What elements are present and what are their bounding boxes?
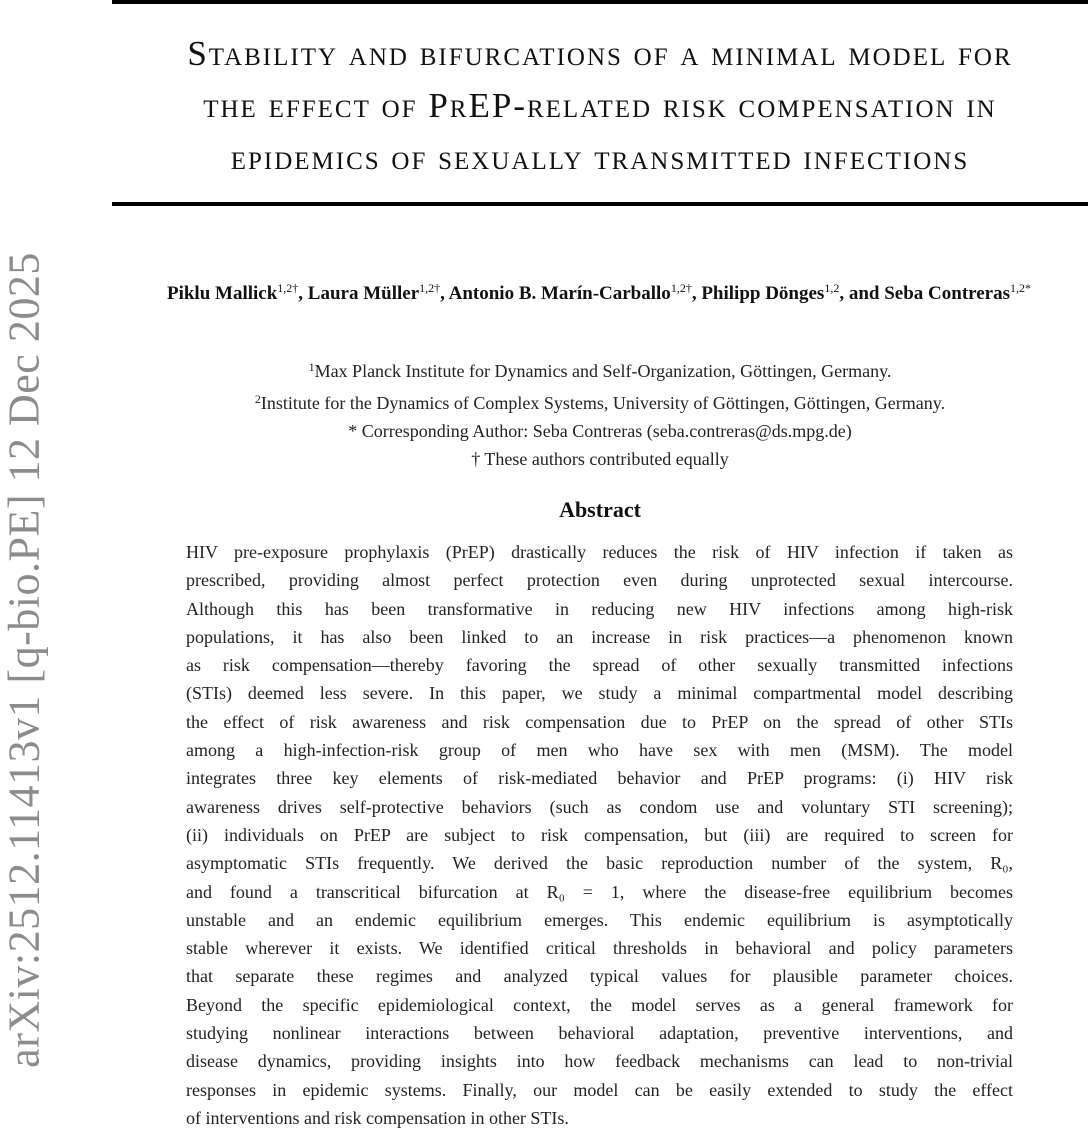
abstract-line: integrates three key elements of risk-mediated behavior and PrEP programs: (i) HIV risk <box>186 768 1013 789</box>
abstract-line: Although this has been transformative in reducing new HIV infections among high-risk <box>186 598 1013 619</box>
abstract-line: prescribed, providing almost perfect protection even during unprotected sexual intercourse. <box>186 570 1013 591</box>
affiliation-text: Max Planck Institute for Dynamics and Self-Organization, Göttingen, Germany. <box>314 361 892 381</box>
abstract-line: studying nonlinear interactions between behavioral adaptation, preventive interventions, and <box>186 1023 1013 1044</box>
corresponding-author: * Corresponding Author: Seba Contreras (seba.contreras@ds.mpg.de) <box>348 421 852 441</box>
title-rule-top <box>112 0 1088 4</box>
abstract-heading: Abstract <box>559 497 641 522</box>
arxiv-identifier: arXiv:2512.11413v1 [q-bio.PE] 12 Dec 2025 <box>0 252 49 1068</box>
title-line: Stability and bifurcations of a minimal model for <box>187 34 1013 73</box>
author-affiliation-marker: 1,2† <box>277 281 299 295</box>
abstract-line: disease dynamics, providing insights into how feedback mechanisms can lead to non-trivial <box>186 1051 1013 1072</box>
abstract-line: (STIs) deemed less severe. In this paper, we study a minimal compartmental model describing <box>186 683 1013 704</box>
abstract-line: and found a transcritical bifurcation at R₀ = 1, where the disease-free equilibrium becomes <box>186 881 1013 902</box>
title-line: epidemics of sexually transmitted infections <box>230 138 970 177</box>
abstract-line: unstable and an endemic equilibrium emerges. This endemic equilibrium is asymptotically <box>186 909 1013 930</box>
abstract-line: populations, it has also been linked to an increase in risk practices—a phenomenon known <box>186 626 1013 647</box>
arxiv-side-stamp <box>0 252 49 1068</box>
affiliations <box>112 353 1088 473</box>
author-list <box>104 276 1088 306</box>
abstract-line: stable wherever it exists. We identified critical thresholds in behavioral and policy parameters <box>186 938 1013 959</box>
paper-title <box>112 28 1088 184</box>
author-name: Antonio B. Marín-Carballo <box>448 283 671 304</box>
abstract-line: as risk compensation—thereby favoring the spread of other sexually transmitted infections <box>186 655 1013 676</box>
affiliation-line <box>112 385 1088 417</box>
author-affiliation-marker: 1,2† <box>670 281 692 295</box>
title-line: the effect of PrEP-related risk compensation in <box>203 86 997 125</box>
author-affiliation-marker: 1,2 <box>824 281 840 295</box>
abstract-line: HIV pre-exposure prophylaxis (PrEP) drastically reduces the risk of HIV infection if taken as <box>186 542 1013 562</box>
author-separator: , and <box>839 283 885 304</box>
affiliation-text: Institute for the Dynamics of Complex Systems, University of Göttingen, Göttingen, Germany. <box>260 393 946 413</box>
abstract-line: Beyond the specific epidemiological context, the model serves as a general framework for <box>186 994 1013 1015</box>
author-separator: , <box>298 283 308 304</box>
abstract-line: asymptomatic STIs frequently. We derived the basic reproduction number of the system, R₀, <box>186 853 1013 874</box>
author-affiliation-marker: 1,2* <box>1010 281 1032 295</box>
abstract-line: among a high-infection-risk group of men who have sex with men (MSM). The model <box>186 740 1013 761</box>
abstract-line: (ii) individuals on PrEP are subject to risk compensation, but (iii) are required to screen for <box>186 824 1013 845</box>
author-name: Piklu Mallick <box>166 283 278 304</box>
author-name: Seba Contreras <box>884 283 1011 304</box>
abstract-line: the effect of risk awareness and risk compensation due to PrEP on the spread of other STIs <box>186 711 1013 732</box>
author-separator: , <box>691 283 702 304</box>
affiliation-line <box>112 353 1088 385</box>
abstract-body <box>186 538 1013 1132</box>
abstract-line: of interventions and risk compensation in other STIs. <box>186 1107 569 1128</box>
author-affiliation-marker: 1,2† <box>419 281 441 295</box>
author-name: Laura Müller <box>307 283 420 304</box>
affiliation-marker: 2 <box>254 392 261 406</box>
equal-contribution-note: † These authors contributed equally <box>471 449 729 469</box>
abstract-line: that separate these regimes and analyzed typical values for plausible parameter choices. <box>186 966 1013 987</box>
abstract-line: awareness drives self-protective behaviors (such as condom use and voluntary STI screening); <box>186 796 1013 817</box>
abstract-line: responses in epidemic systems. Finally, our model can be easily extended to study the effect <box>186 1079 1013 1100</box>
affiliation-marker: 1 <box>308 360 315 374</box>
author-separator: , <box>440 283 449 304</box>
title-rule-bottom <box>112 202 1088 206</box>
author-name: Philipp Dönges <box>701 283 825 304</box>
